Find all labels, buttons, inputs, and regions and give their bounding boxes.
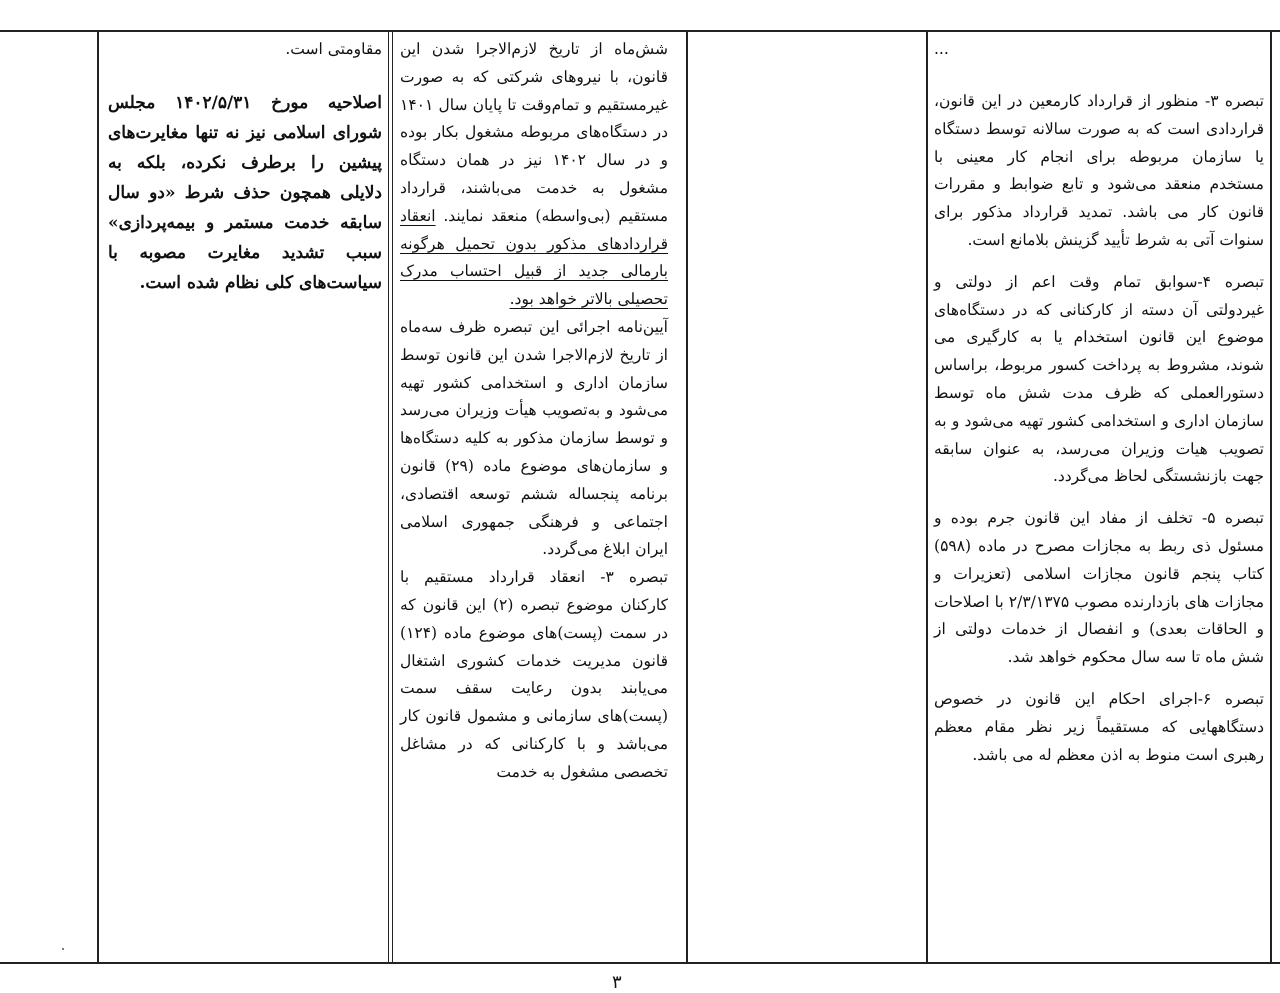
- underlined-text: انعقاد قراردادهای مذکور بدون تحمیل هرگونه بارمالی جدید از قبیل احتساب مدرک تحصیلی بالاتر خواهد بود.: [400, 206, 668, 309]
- column-divider: [926, 30, 928, 964]
- column-divider: [97, 30, 99, 964]
- note-3-paragraph: تبصره ۳- منظور از قرارداد کارمعین در این قانون، قراردادی است که به صورت سالانه توسط دستگاه یا سازمان مربوطه برای انجام کار معینی با مستخدم منعقد می‌شود و تابع ضوابط و مقررات قانون کار می باشد. تمدید قرارداد مذکور برای سنوات آتی به شرط تأیید گزینش بلامانع است.: [934, 92, 1264, 249]
- table-top-border: [0, 30, 1280, 32]
- opinion-column: [108, 36, 382, 298]
- empty-column: [690, 40, 922, 940]
- page-number: ۳: [612, 972, 622, 993]
- note-4-paragraph: تبصره ۴-سوابق تمام وقت اعم از دولتی و غیردولتی آن دسته از کارکنانی که در دستگاه‌های موضوع این قانون استخدام یا به کارگیری می شوند، مشروط به پرداخت کسور مربوط، براساس دستورالعملی که ظرف مدت شش ماه توسط سازمان اداری و استخدامی کشور تهیه می‌شود و به تصویب هیات وزیران می‌رسد، به عنوان سابقه جهت بازنشستگی لحاظ می‌گردد.: [934, 272, 1264, 486]
- amendment-paragraph-1: [400, 36, 668, 314]
- amendment-paragraph-2: آیین‌نامه اجرائی این تبصره ظرف سه‌ماه از تاریخ لازم‌الاجرا شدن این قانون توسط سازمان اداری و استخدامی کشور تهیه می‌شود و به‌تصویب هیأت وزیران می‌رسد و توسط سازمان مذکور به کلیه دستگاه‌ها و سازمان‌های موضوع ماده (۲۹) قانون برنامه پنجساله ششم توسعه اقتصادی، اجتماعی و فرهنگی جمهوری اسلامی ایران ابلاغ می‌گردد.: [400, 317, 668, 559]
- table-bottom-border: [0, 962, 1280, 964]
- opinion-bold-paragraph: اصلاحیه مورخ ۱۴۰۲/۵/۳۱ مجلس شورای اسلامی نیز نه تنها مغایرت‌های پیشین را برطرف نکرده، بلکه به دلایلی همچون حذف شرط «دو سال سابقه خدمت مستمر و بیمه‌پردازی» سبب تشدید مغایرت مصوبه با سیاست‌های کلی نظام شده است.: [108, 92, 382, 293]
- law-text-column: [934, 40, 1264, 769]
- amendment-text: شش‌ماه از تاریخ لازم‌الاجرا شدن این قانون، با نیروهای شرکتی که به صورت غیرمستقیم و تمام‌وقت تا پایان سال ۱۴۰۱ در دستگاه‌های مربوطه مشغول بکار بوده و در سال ۱۴۰۲ نیز در همان دستگاه مشغول به خدمت می‌باشند، قرارداد مستقیم (بی‌واسطه) منعقد نمایند.: [400, 40, 668, 225]
- note-6-paragraph: تبصره ۶-اجرای احکام این قانون در خصوص دستگاههایی که مستقیماً زیر نظر مقام معظم رهبری است منوط به اذن معظم له می باشد.: [934, 689, 1264, 764]
- scan-speck: [62, 948, 64, 950]
- note-5-paragraph: تبصره ۵- تخلف از مفاد این قانون جرم بوده و مسئول ذی ربط به مجازات مصرح در ماده (۵۹۸) کتاب پنجم قانون مجازات اسلامی (تعزیرات و مجازات های بازدارنده مصوب ۲/۳/۱۳۷۵ با اصلاحات و الحاقات بعدی) و انفصال از خدمات دولتی از شش ماه تا سه سال محکوم خواهد شد.: [934, 509, 1264, 667]
- empty-left-column: [2, 40, 94, 940]
- column-divider: [686, 30, 688, 964]
- ellipsis: ...: [934, 40, 949, 58]
- amendment-paragraph-3: تبصره ۳- انعقاد قرارداد مستقیم با کارکنان موضوع تبصره (۲) این قانون که در سمت (پست)های موضوع ماده (۱۲۴) قانون مدیریت خدمات کشوری اشتغال می‌یابند بدون رعایت سقف سمت (پست)های سازمانی و مشمول قانون کار می‌باشد و با کارکنانی که در مشاغل تخصصی مشغول به خدمت: [400, 568, 668, 781]
- opinion-top-text: مقاومتی است.: [285, 40, 382, 58]
- column-divider: [388, 30, 393, 964]
- amendment-text-column: [400, 36, 668, 787]
- table-right-border: [1270, 30, 1272, 964]
